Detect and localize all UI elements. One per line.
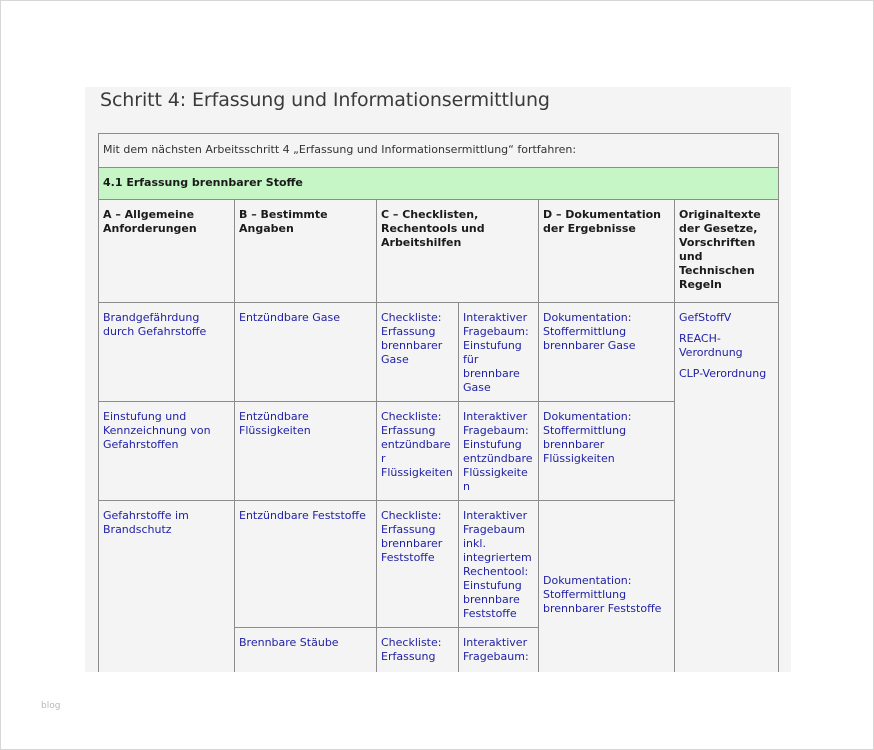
section-row (99, 168, 779, 200)
link-checkliste-fluessigkeiten[interactable]: Checkliste: Erfassung entzündbarer Flüssigkeiten (377, 402, 459, 501)
link-gefahrstoffe-brandschutz[interactable]: Gefahrstoffe im Brandschutz (99, 501, 235, 673)
link-gefstoffv[interactable]: GefStoffV (679, 311, 732, 324)
link-fragebaum-staeube[interactable]: Interaktiver Fragebaum: (459, 628, 539, 673)
page-title: Schritt 4: Erfassung und Informationsermittlung (100, 89, 550, 111)
link-dokumentation-feststoffe[interactable]: Dokumentation: Stoffermittlung brennbarer Feststoffe (539, 501, 675, 673)
link-checkliste-staeube[interactable]: Checkliste: Erfassung (377, 628, 459, 673)
link-entzuendbare-fluessigkeiten[interactable]: Entzündbare Flüssigkeiten (235, 402, 377, 501)
intro-text: Mit dem nächsten Arbeitsschritt 4 „Erfassung und Informationsermittlung“ fortfahren: (99, 134, 779, 168)
sources-cell (675, 303, 779, 673)
watermark: blog (41, 701, 61, 711)
step-table (98, 133, 779, 672)
link-dokumentation-fluessigkeiten[interactable]: Dokumentation: Stoffermittlung brennbarer Flüssigkeiten (539, 402, 675, 501)
link-reach-verordnung[interactable]: REACH-Verordnung (679, 332, 743, 359)
header-row (99, 200, 779, 303)
column-header-e: Originaltexte der Gesetze, Vorschriften und Technischen Regeln (675, 200, 779, 303)
column-header-a: A – Allgemeine Anforderungen (99, 200, 235, 303)
content-panel (85, 87, 791, 672)
column-header-c: C – Checklisten, Rechentools und Arbeitshilfen (377, 200, 539, 303)
link-clp-verordnung[interactable]: CLP-Verordnung (679, 367, 767, 380)
link-dokumentation-gase[interactable]: Dokumentation: Stoffermittlung brennbarer Gase (539, 303, 675, 402)
column-header-d: D – Dokumentation der Ergebnisse (539, 200, 675, 303)
link-fragebaum-feststoffe[interactable]: Interaktiver Fragebaum inkl. integriertem Rechentool: Einstufung brennbare Feststoffe (459, 501, 539, 628)
column-header-b: B – Bestimmte Angaben (235, 200, 377, 303)
table-row (99, 303, 779, 402)
section-title: 4.1 Erfassung brennbarer Stoffe (99, 168, 779, 200)
link-brandgefaehrdung[interactable]: Brandgefährdung durch Gefahrstoffe (99, 303, 235, 402)
link-checkliste-feststoffe[interactable]: Checkliste: Erfassung brennbarer Feststoffe (377, 501, 459, 628)
link-einstufung-kennzeichnung[interactable]: Einstufung und Kennzeichnung von Gefahrstoffen (99, 402, 235, 501)
link-brennbare-staeube[interactable]: Brennbare Stäube (235, 628, 377, 673)
link-entzuendbare-feststoffe[interactable]: Entzündbare Feststoffe (235, 501, 377, 628)
link-fragebaum-gase[interactable]: Interaktiver Fragebaum: Einstufung für brennbare Gase (459, 303, 539, 402)
link-entzuendbare-gase[interactable]: Entzündbare Gase (235, 303, 377, 402)
link-fragebaum-fluessigkeiten[interactable]: Interaktiver Fragebaum: Einstufung entzündbare Flüssigkeiten (459, 402, 539, 501)
intro-row (99, 134, 779, 168)
link-checkliste-gase[interactable]: Checkliste: Erfassung brennbarer Gase (377, 303, 459, 402)
